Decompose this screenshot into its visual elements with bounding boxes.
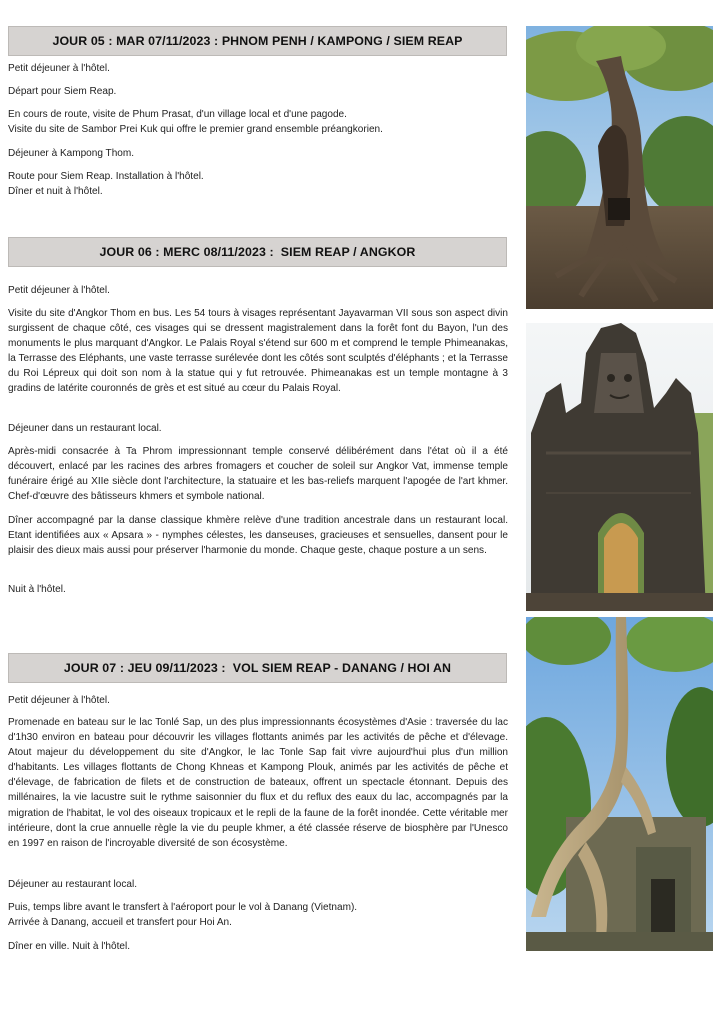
day-06-paragraph: Petit déjeuner à l'hôtel. — [8, 285, 110, 296]
day-06-paragraph: Nuit à l'hôtel. — [8, 584, 66, 595]
day-06-header: JOUR 06 : MERC 08/11/2023 : SIEM REAP / ANGKOR — [8, 237, 507, 267]
day-06-paragraph: Dîner accompagné par la danse classique khmère relève d'une tradition ancestrale dans un restaurant local. Etant identifiées aux « Apsara » - nymphes célestes, les danseuses, gracieuses et sensuelles, dansent pour le plaisir des dieux mais aussi pour préserver l'harmonie du monde. Chaque geste, chaque posture a un sens. — [8, 515, 508, 557]
day-05-paragraph: Route pour Siem Reap. Installation à l'hôtel. Dîner et nuit à l'hôtel. — [8, 171, 204, 198]
day-07-header: JOUR 07 : JEU 09/11/2023 : VOL SIEM REAP - DANANG / HOI AN — [8, 653, 507, 683]
ta-prohm-photo — [526, 617, 713, 951]
tree-roots-photo — [526, 26, 713, 309]
day-05-paragraph: Petit déjeuner à l'hôtel. — [8, 63, 110, 74]
day-05-paragraph: Départ pour Siem Reap. — [8, 86, 117, 97]
angkor-gate-photo — [526, 323, 713, 611]
day-07-paragraph: Déjeuner au restaurant local. — [8, 879, 138, 890]
day-06-paragraph: Après-midi consacrée à Ta Phrom impressionnant temple conservé délibérément dans l'état où il a été découvert, enlacé par les racines des arbres fromagers et coucher de soleil sur Angkor Vat, immense temple funéraire érigé au XIIe siècle dont l'architecture, la statuaire et les bas-reliefs marquent l'apogée de l'art khmer. Chef-d'œuvre des bâtisseurs khmers et symbole national. — [8, 446, 508, 503]
day-05-header: JOUR 05 : MAR 07/11/2023 : PHNOM PENH / KAMPONG / SIEM REAP — [8, 26, 507, 56]
day-06-paragraph: Visite du site d'Angkor Thom en bus. Les 54 tours à visages représentant Jayavarman VII sous son aspect divin surgissent de chaque côté, ces visages qui se dressent magistralement dans la forêt font du Bayon, l'un des monuments le plus marquant d'Angkor. Le Palais Royal s'étend sur 600 m et comprend le temple Phimeanakas, la Terrasse des Eléphants, une vaste terrasse surélevée dont les côtés sont sculptés d'éléphants ; et la Terrasse du Roi Lépreux qui doit son nom à la statue qui y fut retrouvée. Phimeanakas est un temple montagne à 3 gradins de latérite couronnés de grès et est situé au cœur du Palais Royal. — [8, 308, 508, 395]
day-07-paragraph: Dîner en ville. Nuit à l'hôtel. — [8, 941, 130, 952]
day-05-paragraph: Déjeuner à Kampong Thom. — [8, 148, 135, 159]
day-07-paragraph: Puis, temps libre avant le transfert à l'aéroport pour le vol à Danang (Vietnam). Arrivée à Danang, accueil et transfert pour Hoi An. — [8, 902, 358, 929]
day-07-paragraph: Petit déjeuner à l'hôtel. — [8, 695, 110, 706]
day-06-paragraph: Déjeuner dans un restaurant local. — [8, 423, 162, 434]
day-07-paragraph: Promenade en bateau sur le lac Tonlé Sap, un des plus impressionnants écosystèmes d'Asie : traversée du lac d'1h30 environ en bateau pour découvrir les villages flottants animés par les activités de pêche et d'élevage. Atout majeur du développement du site d'Angkor, le lac Tonle Sap fait vivre aujourd'hui plus d'un million d'habitants. Les villages flottants de Chong Khneas et Kampong Plouk, animés par les activités de pêche et d'élevage, de fabrication de filets et de construction de bateaux, offrent un spectacle étonnant. Depuis des millénaires, la vie lacustre suit le rythme saisonnier du flux et du reflux des eaux du lac, accompagnés par la migration de l'habitat, le vol des oiseaux tropicaux et le repli de la faune de la forêt inondée. Cette véritable mer intérieure, dont la crue annuelle règle la vie du peuple khmer, a été classée réserve de biosphère par l'Unesco en 1997 en raison de l'incroyable diversité de son écosystème. — [8, 717, 508, 849]
day-05-paragraph: En cours de route, visite de Phum Prasat, d'un village local et d'une pagode. Visite du site de Sambor Prei Kuk qui offre le premier grand ensemble préangkorien. — [8, 109, 383, 136]
